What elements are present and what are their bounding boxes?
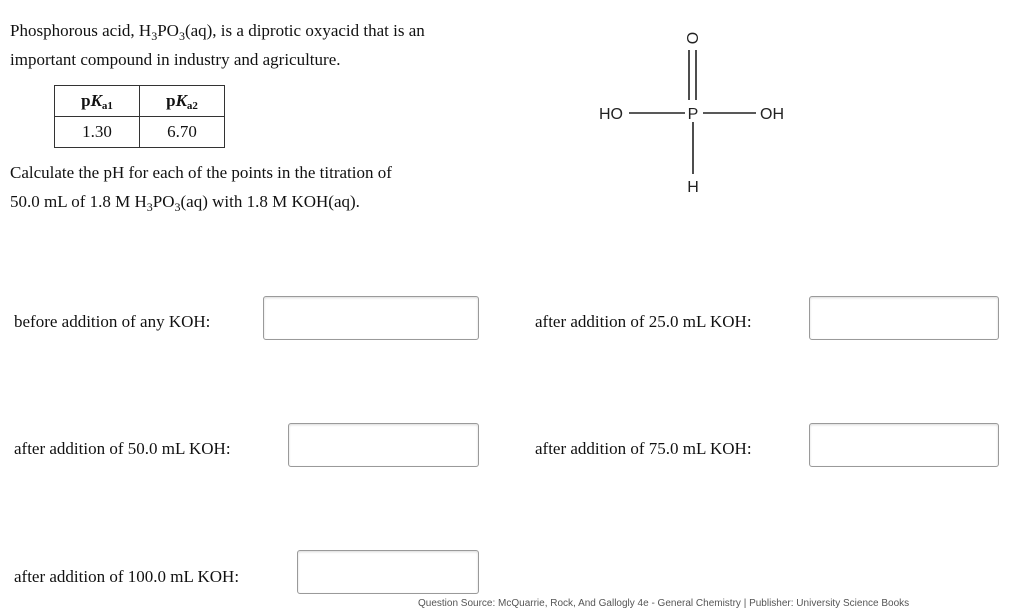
answer-input-25ml[interactable] bbox=[809, 296, 999, 340]
prompt-label-0: before addition of any KOH: bbox=[14, 312, 211, 331]
intro-text bbox=[10, 16, 530, 74]
pka-table bbox=[54, 85, 225, 148]
oxygen-atom: O bbox=[685, 31, 702, 45]
answer-input-50ml[interactable] bbox=[288, 423, 479, 467]
pka2-header: pKa2 bbox=[140, 86, 225, 117]
answer-input-100ml[interactable] bbox=[297, 550, 479, 594]
intro-line-1: Phosphorous acid, $H_3PO_3(aq)$, is a diprotic oxyacid that is an bbox=[10, 21, 425, 43]
answer-input-75ml[interactable] bbox=[809, 423, 999, 467]
pka1-header: pKa1 bbox=[55, 86, 140, 117]
answer-input-before-koh[interactable] bbox=[263, 296, 479, 340]
prompt-label-4: after addition of 100.0 mL KOH: bbox=[14, 567, 240, 586]
hydrogen-atom: H bbox=[687, 179, 699, 196]
question-source-footer: Question Source: McQuarrie, Rock, And Gallogly 4e - General Chemistry | Publisher: University Science Books bbox=[418, 598, 910, 609]
hydroxyl-right: OH bbox=[760, 106, 784, 123]
hydroxyl-left: HO bbox=[599, 106, 623, 123]
prompt-label-1: after addition of 25.0 mL KOH: bbox=[535, 312, 752, 331]
phosphorus-atom: P bbox=[687, 106, 699, 123]
question-line-1: Calculate the pH for each of the points in the titration of bbox=[10, 163, 392, 182]
pka2-value: 6.70 bbox=[140, 117, 225, 148]
question-text bbox=[10, 158, 530, 216]
pka1-value: 1.30 bbox=[55, 117, 140, 148]
prompt-label-2: after addition of 50.0 mL KOH: bbox=[14, 439, 231, 458]
phosphorous-acid-structure bbox=[590, 22, 810, 202]
prompt-label-3: after addition of 75.0 mL KOH: bbox=[535, 439, 752, 458]
question-line-2: 50.0 mL of 1.8 M $H_3PO_3(aq)$ with 1.8 M KOH(aq). bbox=[10, 192, 360, 214]
intro-line-2: important compound in industry and agriculture. bbox=[10, 50, 341, 69]
